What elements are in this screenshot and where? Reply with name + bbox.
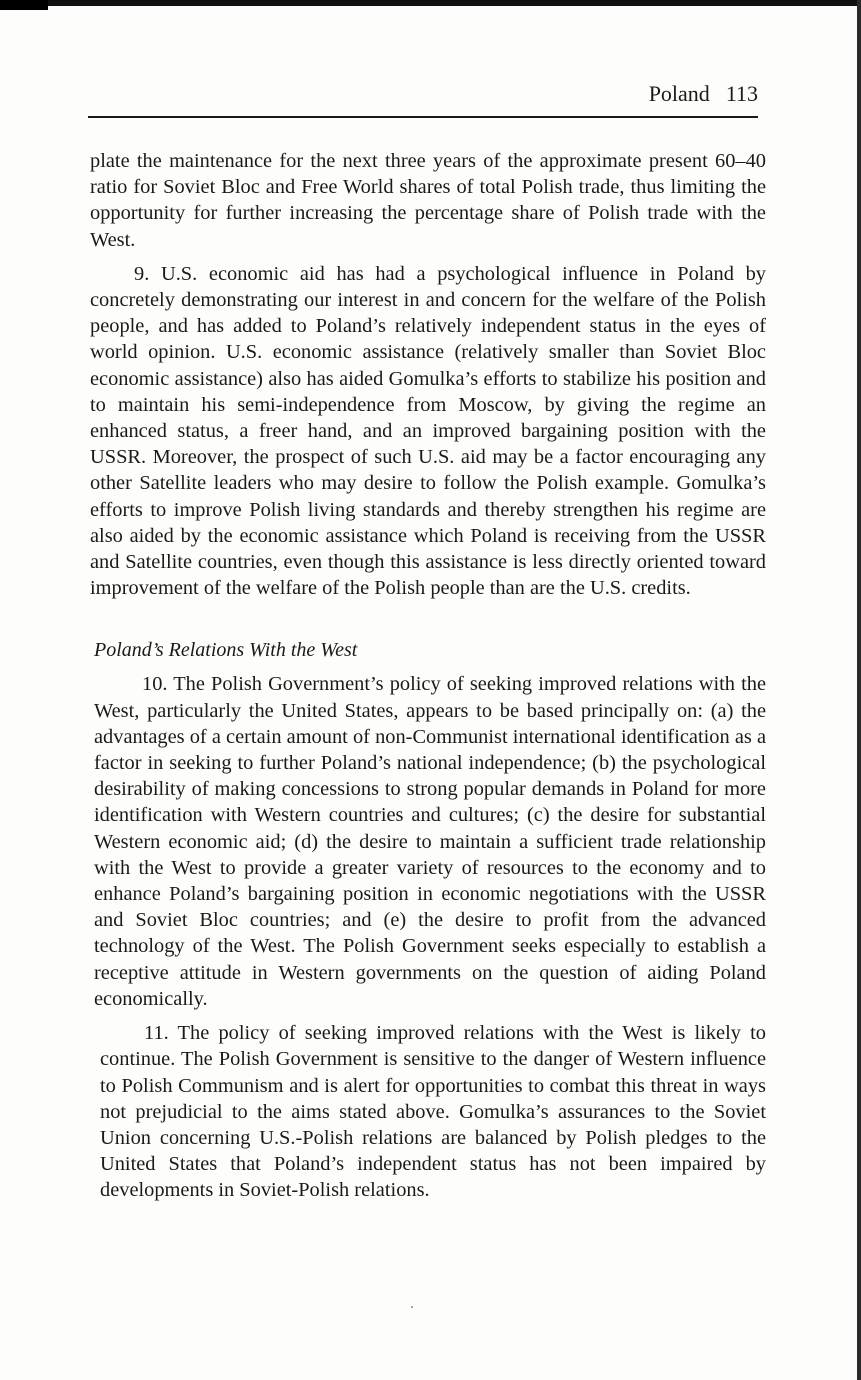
page-top-edge-mark: [0, 0, 48, 10]
paragraph-8-continued: plate the maintenance for the next three years of the approximate present 60–40 ratio for Soviet Bloc and Free World shares of total Polish trade, thus limiting the opportunity for further increasing the percentage share of Polish trade with the West.: [90, 150, 766, 251]
page-number: 113: [725, 81, 758, 106]
paragraph-11: 11. The policy of seeking improved relations with the West is likely to continue. The Polish Government is sensitive to the danger of Western influence to Polish Communism and is alert for opportunities to combat this threat in ways not prejudicial to the aims stated above. Gomulka’s assurances to the Soviet Union concerning U.S.-Polish relations are balanced by Polish pledges to the United States that Poland’s independent status has not been impaired by developments in Soviet-Polish relations.: [100, 1022, 766, 1202]
page-body: [90, 148, 766, 1204]
scan-speck: [411, 1306, 413, 1308]
header-text: [649, 80, 758, 108]
running-header: [88, 80, 758, 118]
paragraph-9: 9. U.S. economic aid has had a psychological influence in Poland by concretely demonstrating our interest in and concern for the welfare of the Polish people, and has added to Poland’s relatively independent status in the eyes of world opinion. U.S. economic assistance (relatively smaller than Soviet Bloc economic assistance) also has aided Gomulka’s efforts to stabilize his position and to maintain his semi-independence from Moscow, by giving the regime an enhanced status, a freer hand, and an improved bargaining position with the USSR. Moreover, the prospect of such U.S. aid may be a factor encouraging any other Satellite leaders who may desire to follow the Polish example. Gomulka’s efforts to improve Polish living standards and thereby strengthen his regime are also aided by the economic assistance which Poland is receiving from the USSR and Satellite countries, even though this assistance is less directly oriented toward improvement of the welfare of the Polish people than are the U.S. credits.: [90, 262, 766, 600]
page-top-edge: [0, 0, 861, 6]
paragraph-10: 10. The Polish Government’s policy of seeking improved relations with the West, particularly the United States, appears to be based principally on: (a) the advantages of a certain amount of non-Communist international identification as a factor in seeking to further Poland’s national independence; (b) the psychological desirability of making concessions to strong popular demands in Poland for more identification with Western countries and cultures; (c) the desire for substantial Western economic aid; (d) the desire to maintain a sufficient trade relationship with the West to provide a greater variety of resources to the economy and to enhance Poland’s bargaining position in economic negotiations with the USSR and Soviet Bloc countries; and (e) the desire to profit from the advanced technology of the West. The Polish Government seeks especially to establish a receptive attitude in Western governments on the question of aiding Poland economically.: [94, 673, 766, 1010]
running-title: Poland: [648, 81, 710, 106]
page-right-edge: [857, 0, 861, 1380]
section-heading: Poland’s Relations With the West: [94, 639, 358, 662]
